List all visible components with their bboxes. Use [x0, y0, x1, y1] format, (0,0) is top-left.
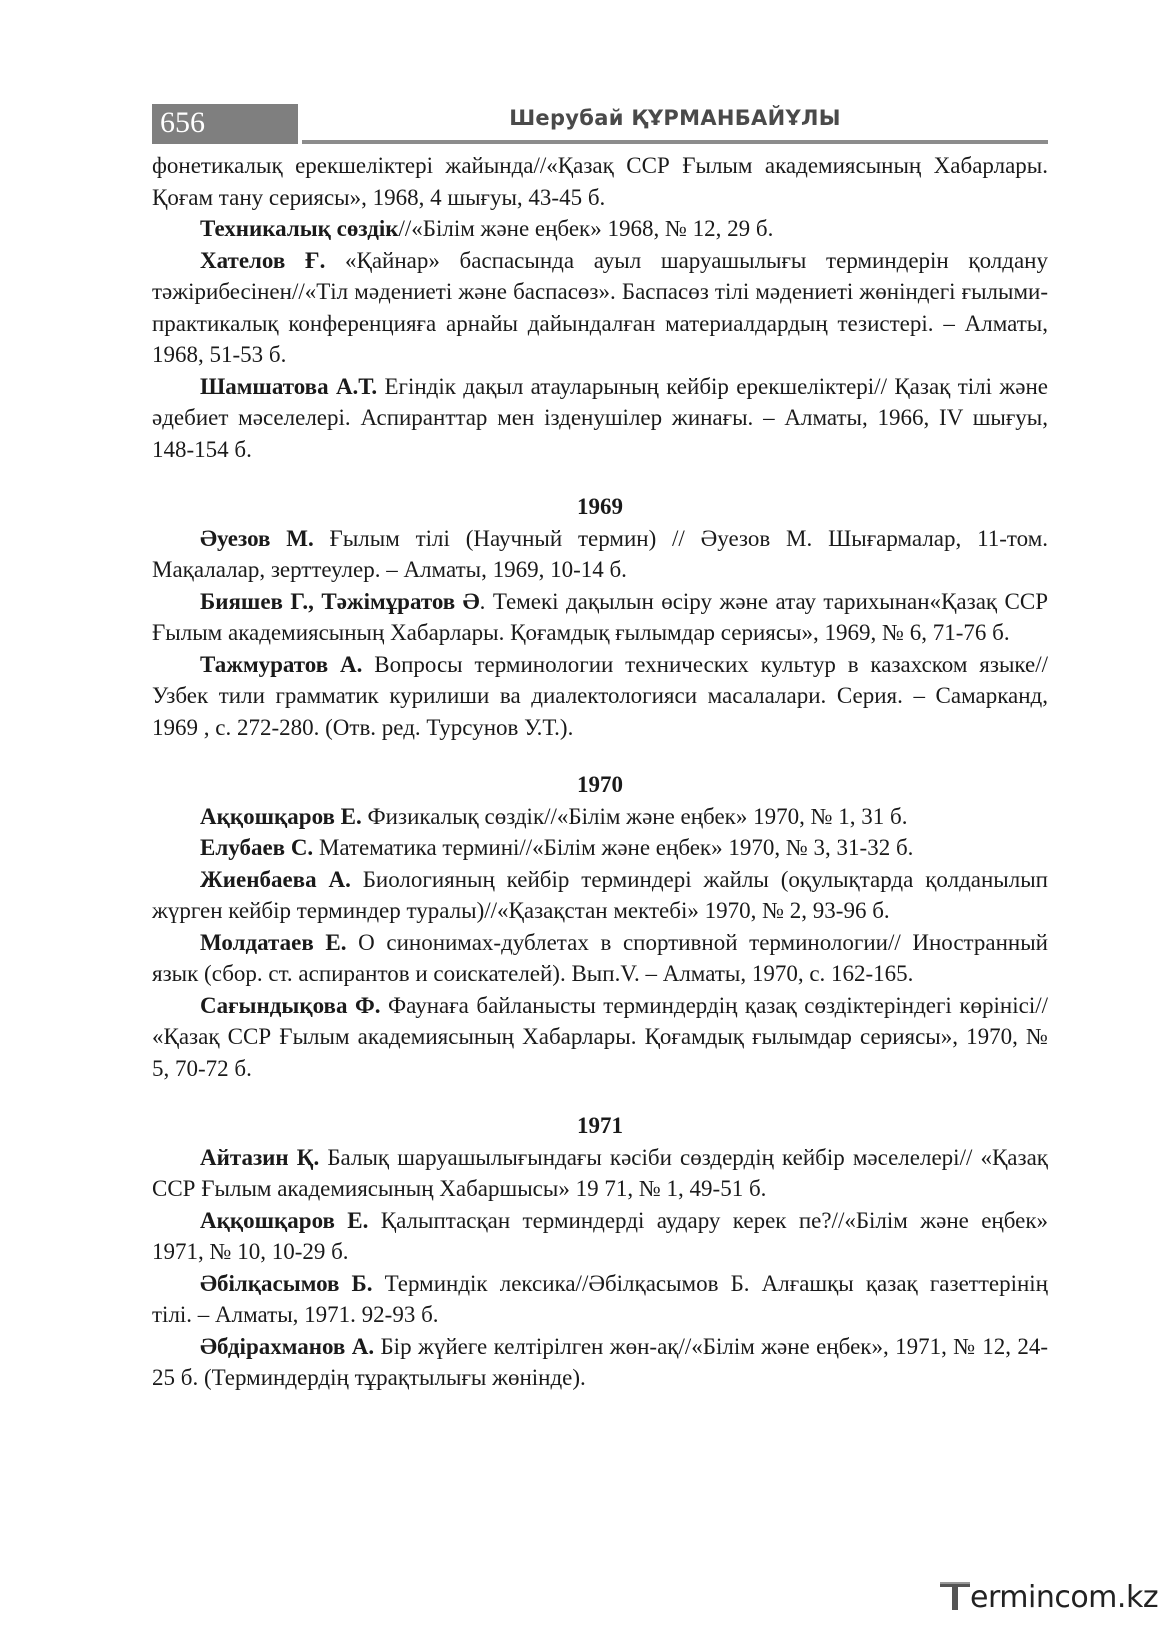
page-number-box [152, 104, 298, 144]
bib-entry [152, 523, 1048, 586]
entry-author: Аққошқаров Е. [200, 803, 362, 829]
entry-author: Бияшев Г., Тәжімұратов Ә [200, 588, 480, 614]
header-rule [302, 140, 1048, 144]
bib-entry [152, 990, 1048, 1085]
entry-text: Терминдік лексика//Әбілқасымов Б. Алғашқы қазақ газеттерінің тілі. – Алматы, 1971. 92-93 б. [152, 1270, 1048, 1327]
entry-text: Қалыптасқан терминдерді аудару керек пе?//«Білім және еңбек» 1971, № 10, 10-29 б. [152, 1207, 1048, 1264]
entry-text: Математика термині//«Білім және еңбек» 1970, № 3, 31-32 б. [313, 835, 914, 860]
entry-text: Егіндік дақыл атауларының кейбір ерекшеліктері// Қазақ тілі және әдебиет мәселелері. Аспиранттар мен ізденушілер жинағы. – Алматы, 1966, IV шығуы, 148-154 б. [152, 373, 1048, 462]
entry-text: Бір жүйеге келтірілген жөн-ақ//«Білім және еңбек», 1971, № 12, 24-25 б. (Терминдердің тұрақтылығы жөнінде). [152, 1333, 1048, 1390]
entry-text: «Қайнар» баспасында ауыл шаруашылығы терминдерін қолдану тәжірибесінен//«Тіл мәдениеті және баспасөз». Баспасөз тілі мәдениеті жөніндегі ғылыми-практикалық конференцияға арнайы дайындалған материалдардың тезистері. – Алматы, 1968, 51-53 б. [152, 247, 1048, 367]
bib-entry [152, 864, 1048, 927]
bib-entry [152, 801, 1048, 833]
bibliography-content [152, 150, 1048, 1394]
entry-text: фонетикалық ерекшеліктері жайында//«Қазақ ССР Ғылым академиясының Хабарлары. Қоғам тану сериясы», 1968, 4 шығуы, 43-45 б. [152, 153, 1048, 210]
bib-entry [152, 1142, 1048, 1205]
bib-entry [152, 150, 1048, 213]
bib-entry [152, 245, 1048, 371]
entry-text: //«Білім және еңбек» 1968, № 12, 29 б. [398, 216, 774, 241]
year-heading-1971: 1971 [577, 1113, 623, 1138]
entry-text: Ғылым тілі (Научный термин) // Әуезов М. Шығармалар, 11-том. Мақалалар, зерттеулер. – Алматы, 1969, 10-14 б. [152, 525, 1048, 582]
entry-author: Әбілқасымов Б. [200, 1270, 373, 1296]
bib-entry [152, 213, 1048, 245]
entry-author: Хателов Ғ. [200, 247, 326, 273]
page-header [152, 104, 1048, 144]
termincom-logo-icon [938, 1578, 972, 1614]
entry-author: Жиенбаева А. [200, 866, 351, 892]
watermark-text: ermincom.kz [970, 1580, 1158, 1615]
entry-author: Сағындықова Ф. [200, 992, 381, 1018]
entry-text: Физикалық сөздік//«Білім және еңбек» 1970, № 1, 31 б. [361, 803, 908, 829]
bib-entry [152, 1331, 1048, 1394]
entry-author: Тажмуратов А. [200, 651, 363, 677]
bib-entry [152, 927, 1048, 990]
entry-text: . Темекі дақылын өсіру және атау тарихынан«Қазақ ССР Ғылым академиясының Хабарлары. Қоғамдық ғылымдар сериясы», 1969, № 6, 71-76 б. [152, 588, 1048, 645]
running-head: Шерубай ҚҰРМАНБАЙҰЛЫ [509, 106, 841, 130]
year-heading-1969: 1969 [577, 494, 623, 519]
entry-text: Биологияның кейбір терминдері жайлы (оқулықтарда қолданылып жүрген кейбір терминдер туралы)//«Қазақстан мектебі» 1970, № 2, 93-96 б. [152, 866, 1048, 923]
page-number: 656 [160, 106, 205, 139]
entry-text: Фаунаға байланысты терминдердің қазақ сөздіктеріндегі көрінісі// «Қазақ ССР Ғылым академиясының Хабарлары. Қоғамдық ғылымдар сериясы», 1970, № 5, 70-72 б. [152, 992, 1048, 1081]
entry-author: Елубаев С. [200, 835, 314, 860]
entry-text: Вопросы терминологии технических культур в казахском языке//Узбек тили грамматик курилиши ва диалектологияси масалалари. Серия. – Самарканд, 1969 , с. 272-280. (Отв. ред. Турсунов У.Т.). [152, 651, 1048, 740]
entry-author: Айтазин Қ. [200, 1144, 320, 1170]
watermark [944, 1580, 1158, 1624]
entry-text: Балық шаруашылығындағы кәсіби сөздердің кейбір мәселелері// «Қазақ ССР Ғылым академиясының Хабаршысы» 19 71, № 1, 49-51 б. [152, 1144, 1048, 1201]
bib-entry [152, 371, 1048, 466]
bib-entry [152, 586, 1048, 649]
entry-author: Әбдірахманов А. [200, 1333, 375, 1359]
entry-author: Молдатаев Е. [200, 929, 347, 955]
bib-entry [152, 832, 1048, 864]
entry-author: Шамшатова А.Т. [200, 373, 378, 399]
bib-entry [152, 1205, 1048, 1268]
bib-entry [152, 649, 1048, 744]
entry-text: О синонимах-дублетах в спортивной терминологии// Иностранный язык (сбор. ст. аспирантов и соискателей). Вып.V. – Алматы, 1970, с. 162-165. [152, 929, 1048, 986]
entry-author: Әуезов М. [200, 525, 314, 551]
year-heading-1970: 1970 [577, 772, 623, 797]
entry-author: Аққошқаров Е. [200, 1207, 369, 1233]
bib-entry [152, 1268, 1048, 1331]
entry-author: Техникалық сөздік [200, 216, 399, 241]
